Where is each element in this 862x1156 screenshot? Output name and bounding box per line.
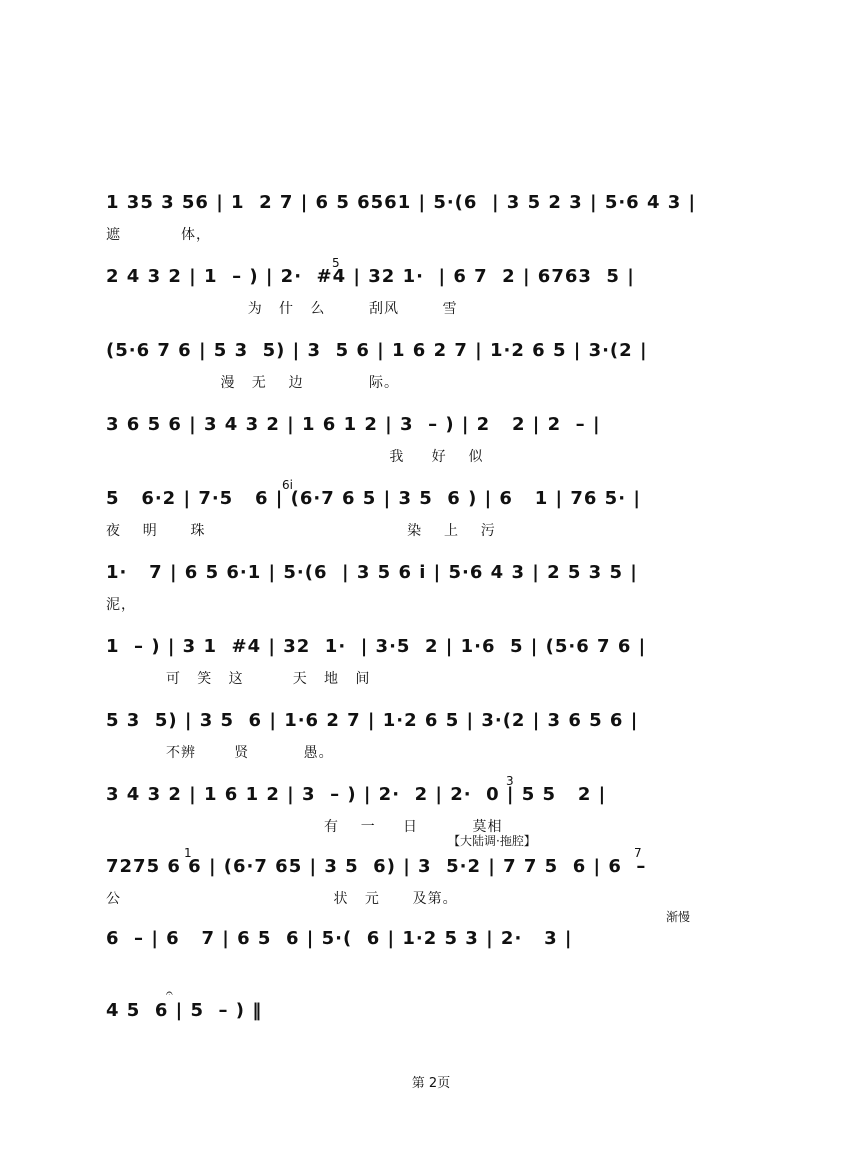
tune-label: 【大陆调·拖腔】	[448, 834, 536, 848]
notation-row: 5 6·2 | 7·5 6 | (6·7 6 5 | 3 5 6 ) | 6 1 | 76 5· |	[106, 488, 641, 509]
lyric-row: 遮 体，	[106, 227, 211, 243]
grace-note-mark: 3	[506, 774, 514, 788]
lyric-row: 可 笑 这 天 地 间	[106, 671, 371, 687]
notation-row: 1 – ) | 3 1 #4 | 32 1· | 3·5 2 | 1·6 5 | (5·6 7 6 |	[106, 636, 647, 657]
score-line-5	[0, 478, 862, 560]
score-line-10	[0, 834, 862, 928]
score-line-6	[0, 562, 862, 634]
grace-note-mark: 1	[184, 846, 192, 860]
lyric-row: 公 状 元 及第。	[106, 891, 458, 907]
notation-row: 6 – | 6 7 | 6 5 6 | 5·( 6 | 1·2 5 3 | 2· 3 |	[106, 928, 573, 949]
score-line-1	[0, 192, 862, 264]
score-line-4	[0, 414, 862, 486]
notation-row: 4 5 6 | 5 – ) ‖	[106, 1000, 263, 1021]
score-line-3	[0, 340, 862, 412]
lyric-row: 不辨 贤 愚。	[106, 745, 334, 761]
score-line-11	[0, 910, 862, 1000]
fermata-mark: 𝄐	[166, 986, 173, 1000]
lyric-row: 泥，	[106, 597, 136, 613]
score-line-7	[0, 636, 862, 708]
grace-note-mark: 5	[332, 256, 340, 270]
notation-row: 3 4 3 2 | 1 6 1 2 | 3 – ) | 2· 2 | 2· 0 | 5 5 2 |	[106, 784, 607, 805]
notation-row: 1 35 3 56 | 1 2 7 | 6 5 6561 | 5·(6 | 3 5 2 3 | 5·6 4 3 |	[106, 192, 697, 213]
notation-row: (5·6 7 6 | 5 3 5) | 3 5 6 | 1 6 2 7 | 1·2 6 5 | 3·(2 |	[106, 340, 648, 361]
score-line-2	[0, 256, 862, 338]
lyric-row: 为 什 么 刮风 雪	[106, 301, 458, 317]
lyric-row: 夜 明 珠 染 上 污	[106, 523, 496, 539]
notation-row: 3 6 5 6 | 3 4 3 2 | 1 6 1 2 | 3 – ) | 2 2 | 2 – |	[106, 414, 601, 435]
score-line-12	[0, 986, 862, 1072]
notation-row: 2 4 3 2 | 1 – ) | 2· #4 | 32 1· | 6 7 2 | 6763 5 |	[106, 266, 635, 287]
notation-row: 1· 7 | 6 5 6·1 | 5·(6 | 3 5 6 i | 5·6 4 3 | 2 5 3 5 |	[106, 562, 638, 583]
grace-note-mark: 6i	[282, 478, 293, 492]
score-line-9	[0, 774, 862, 856]
lyric-row: 有 一 日 莫相	[106, 819, 503, 835]
notation-row: 7275 6 6 | (6·7 65 | 3 5 6) | 3 5·2 | 7 7 5 6 | 6 –	[106, 856, 647, 877]
grace-note-mark: 7	[634, 846, 642, 860]
notation-row: 5 3 5) | 3 5 6 | 1·6 2 7 | 1·2 6 5 | 3·(2 | 3 6 5 6 |	[106, 710, 639, 731]
score-line-8	[0, 710, 862, 782]
page-number: 第 2页	[411, 1076, 451, 1091]
lyric-row: 我 好 似	[106, 449, 484, 465]
lyric-row: 漫 无 边 际。	[106, 375, 400, 391]
tempo-mark: 渐慢	[666, 910, 691, 924]
